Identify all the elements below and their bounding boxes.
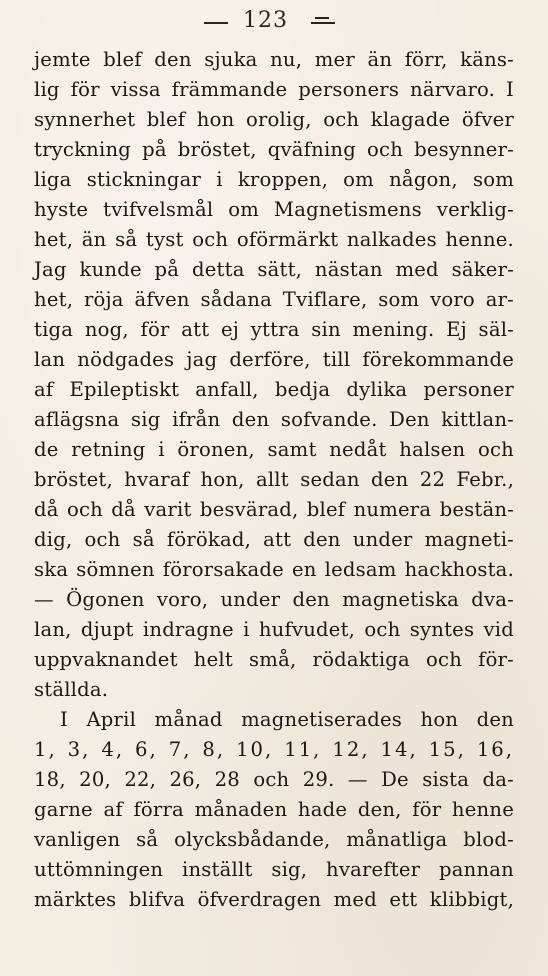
paragraph-start-line: I April månad magnetiserades hon den [60, 708, 514, 731]
text-line: då och då varit besvärad, blef numera bestän- [34, 498, 514, 521]
text-line: uttömningen inställt sig, hvarefter pannan [34, 858, 514, 881]
text-line: uppvaknandet helt små, rödaktiga och för- [34, 648, 514, 671]
text-line: jemte blef den sjuka nu, mer än förr, käns- [34, 48, 514, 71]
text-line: garne af förra månaden hade den, för henne [34, 798, 514, 821]
text-line: vanligen så olycksbådande, månatliga blod- [34, 828, 514, 851]
text-line: tiga nog, för att ej yttra sin mening. Ej säl- [34, 318, 514, 341]
text-line: märktes blifva öfverdragen med ett klibbigt, [34, 888, 514, 911]
dates-line: 1, 3, 4, 6, 7, 8, 10, 11, 12, 14, 15, 16, [34, 738, 514, 761]
text-line: hyste tvifvelsmål om Magnetismens verklig- [34, 198, 514, 221]
page-number: 123 [243, 8, 288, 33]
header-dash-right [311, 22, 335, 24]
text-line: dig, och så förökad, att den under magneti- [34, 528, 514, 551]
text-line: liga stickningar i kroppen, om någon, som [34, 168, 514, 191]
text-line: 18, 20, 22, 26, 28 och 29. — De sista da- [34, 768, 514, 791]
text-line: aflägsna sig ifrån den sofvande. Den kittlan- [34, 408, 514, 431]
text-line: het, än så tyst och oförmärkt nalkades henne. [34, 228, 514, 251]
text-line: lig för vissa främmande personers närvaro. I [34, 78, 514, 101]
text-line: lan, djupt indragne i hufvudet, och syntes vid [34, 618, 514, 641]
paragraph-end-line: ställda. [34, 678, 109, 701]
body-text [34, 45, 514, 915]
text-line: lan nödgades jag derföre, till förekommande [34, 348, 514, 371]
text-line: synnerhet blef hon orolig, och klagade öfver [34, 108, 514, 131]
text-line: — Ögonen voro, under den magnetiska dva- [34, 588, 514, 611]
text-line: de retning i öronen, samt nedåt halsen och [34, 438, 514, 461]
text-line: tryckning på bröstet, qväfning och besynner- [34, 138, 514, 161]
header-dash-left [204, 22, 228, 24]
text-line: Jag kunde på detta sätt, nästan med säker- [34, 258, 514, 281]
text-line: het, röja äfven sådana Tviflare, som voro ar- [34, 288, 514, 311]
text-line: bröstet, hvaraf hon, allt sedan den 22 Febr., [34, 468, 514, 491]
text-line: af Epileptiskt anfall, bedja dylika personer [34, 378, 514, 401]
text-line: ska sömnen förorsakade en ledsam hackhosta. [34, 558, 514, 581]
page-header [0, 6, 548, 36]
